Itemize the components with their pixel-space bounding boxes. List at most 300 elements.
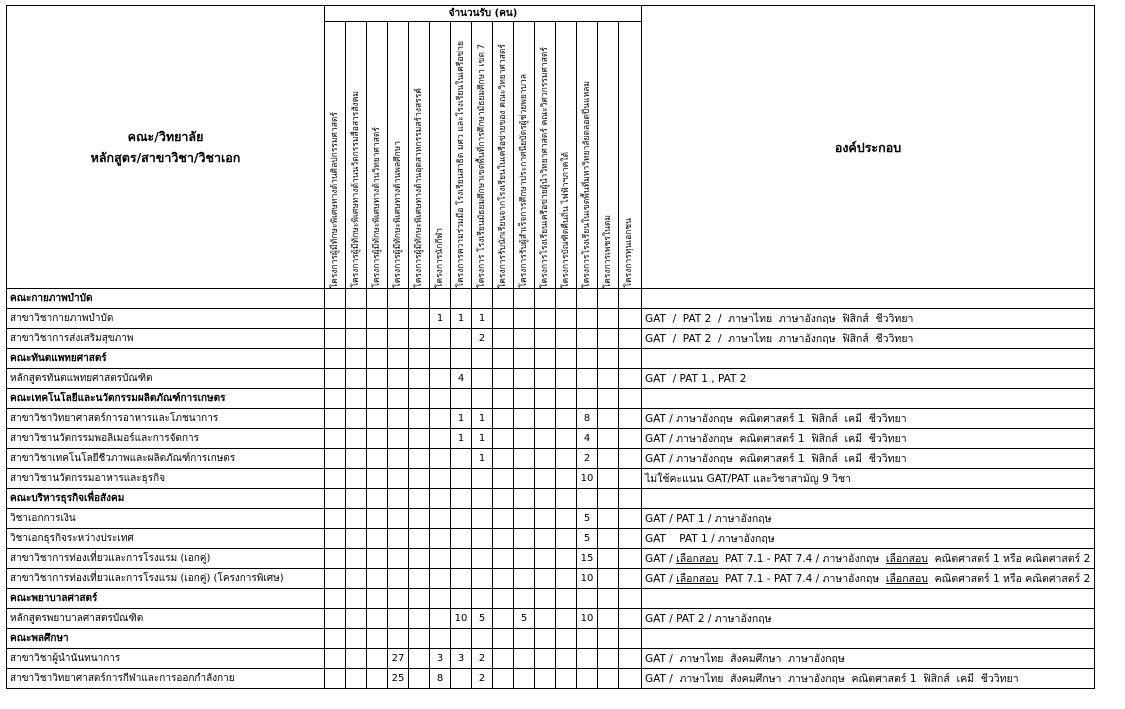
count-cell [430, 369, 451, 389]
count-cell [493, 569, 514, 589]
components-cell: GAT / PAT 1 / ภาษาอังกฤษ [642, 509, 1095, 529]
program-row [7, 529, 1095, 549]
count-cell: 15 [577, 549, 598, 569]
count-cell [388, 429, 409, 449]
count-cell [346, 389, 367, 409]
project-column-label: โครงการรับนักเรียนจากโรงเรียนในเครือข่ายของ คณะวิทยาศาสตร์ [498, 43, 508, 288]
components-cell: GAT / PAT 2 / ภาษาไทย ภาษาอังกฤษ ฟิสิกส์ ชีววิทยา [642, 329, 1095, 349]
count-cell [346, 409, 367, 429]
count-cell [577, 289, 598, 309]
count-cell [325, 549, 346, 569]
count-cell [556, 329, 577, 349]
count-cell [388, 469, 409, 489]
count-cell [535, 509, 556, 529]
count-cell [535, 469, 556, 489]
count-cell [409, 669, 430, 689]
count-cell [325, 349, 346, 369]
count-cell [619, 589, 642, 609]
count-cell [535, 609, 556, 629]
components-cell: ไม่ใช้คะแนน GAT/PAT และวิชาสามัญ 9 วิชา [642, 469, 1095, 489]
count-cell [619, 289, 642, 309]
count-cell [388, 309, 409, 329]
count-cell [535, 329, 556, 349]
count-cell [325, 289, 346, 309]
count-cell [325, 309, 346, 329]
count-cell [367, 349, 388, 369]
faculty-header-line1: คณะ/วิทยาลัย [127, 129, 204, 144]
count-cell [619, 669, 642, 689]
count-cell [577, 369, 598, 389]
admission-table [6, 5, 1095, 689]
count-cell: 10 [577, 469, 598, 489]
program-row [7, 329, 1095, 349]
count-cell [430, 389, 451, 409]
count-cell [493, 469, 514, 489]
count-cell [346, 349, 367, 369]
faculty-name: คณะพยาบาลศาสตร์ [7, 589, 325, 609]
count-cell [598, 569, 619, 589]
count-cell [535, 309, 556, 329]
count-cell [325, 329, 346, 349]
components-text: PAT 7.1 - PAT 7.4 / ภาษาอังกฤษ [718, 573, 886, 585]
count-cell [493, 529, 514, 549]
count-cell [472, 489, 493, 509]
count-cell [430, 329, 451, 349]
count-cell [409, 469, 430, 489]
count-cell [388, 409, 409, 429]
count-cell: 2 [577, 449, 598, 469]
count-cell [367, 329, 388, 349]
count-cell [346, 429, 367, 449]
program-row [7, 449, 1095, 469]
components-cell [642, 389, 1095, 409]
count-cell [325, 629, 346, 649]
count-cell [388, 349, 409, 369]
project-column-label: โครงการนักกีฬา [435, 227, 445, 288]
count-cell [346, 589, 367, 609]
count-cell [451, 669, 472, 689]
count-cell [367, 569, 388, 589]
components-cell [642, 489, 1095, 509]
count-cell: 5 [577, 529, 598, 549]
program-name: สาขาวิชาวิทยาศาสตร์การอาหารและโภชนาการ [7, 409, 325, 429]
faculty-row [7, 389, 1095, 409]
count-cell [451, 629, 472, 649]
count-cell [598, 289, 619, 309]
count-cell [409, 529, 430, 549]
count-cell [514, 369, 535, 389]
program-name: สาขาวิชากายภาพบำบัด [7, 309, 325, 329]
project-column-label: โครงการผู้มีทักษะพิเศษทางด้านอุตสาหกรรมสร้างสรรค์ [414, 88, 424, 288]
program-name: วิชาเอกการเงิน [7, 509, 325, 529]
count-cell [493, 449, 514, 469]
count-cell [556, 409, 577, 429]
count-cell [346, 629, 367, 649]
count-cell: 1 [472, 409, 493, 429]
count-cell [388, 549, 409, 569]
count-cell [514, 669, 535, 689]
elective-exam-label: เลือกสอบ [676, 553, 719, 565]
count-cell: 1 [472, 309, 493, 329]
program-name: สาขาวิชาการท่องเที่ยวและการโรงแรม (เอกคู่) (โครงการพิเศษ) [7, 569, 325, 589]
count-cell: 10 [577, 609, 598, 629]
components-cell: GAT / ภาษาอังกฤษ คณิตศาสตร์ 1 ฟิสิกส์ เคมี ชีววิทยา [642, 449, 1095, 469]
program-row [7, 569, 1095, 589]
count-cell [556, 429, 577, 449]
count-cell [598, 329, 619, 349]
count-cell [409, 349, 430, 369]
faculty-name: คณะทันตแพทยศาสตร์ [7, 349, 325, 369]
count-cell: 2 [472, 669, 493, 689]
count-cell [367, 669, 388, 689]
count-cell [367, 529, 388, 549]
count-cell [577, 489, 598, 509]
count-cell [325, 669, 346, 689]
components-cell: GAT / ภาษาอังกฤษ คณิตศาสตร์ 1 ฟิสิกส์ เคมี ชีววิทยา [642, 429, 1095, 449]
count-cell [556, 549, 577, 569]
count-cell [409, 409, 430, 429]
count-cell [451, 569, 472, 589]
count-cell [325, 609, 346, 629]
count-cell [430, 449, 451, 469]
count-cell [598, 409, 619, 429]
count-cell [556, 389, 577, 409]
count-cell [598, 369, 619, 389]
program-row [7, 429, 1095, 449]
count-cell: 1 [451, 409, 472, 429]
components-cell: GAT / ภาษาไทย สังคมศึกษา ภาษาอังกฤษ คณิตศาสตร์ 1 ฟิสิกส์ เคมี ชีววิทยา [642, 669, 1095, 689]
count-cell [325, 649, 346, 669]
count-cell [472, 289, 493, 309]
project-column-label: โครงการเพชรในตม [603, 214, 613, 288]
count-cell [535, 349, 556, 369]
count-cell [493, 369, 514, 389]
count-cell: 3 [451, 649, 472, 669]
count-cell [346, 569, 367, 589]
count-cell [493, 589, 514, 609]
count-cell [367, 589, 388, 609]
count-cell [325, 489, 346, 509]
count-cell [430, 289, 451, 309]
faculty-row [7, 489, 1095, 509]
program-name: สาขาวิชานวัตกรรมอาหารและธุรกิจ [7, 469, 325, 489]
count-cell [493, 349, 514, 369]
count-cell [346, 309, 367, 329]
faculty-row [7, 289, 1095, 309]
count-cell [346, 509, 367, 529]
project-column-header [430, 22, 451, 289]
count-cell [493, 609, 514, 629]
project-column-header [367, 22, 388, 289]
components-text: GAT / [645, 573, 677, 585]
count-cell [409, 589, 430, 609]
count-cell [388, 329, 409, 349]
count-cell [430, 429, 451, 449]
components-cell [642, 289, 1095, 309]
count-cell [472, 369, 493, 389]
count-cell [409, 329, 430, 349]
count-cell [388, 529, 409, 549]
faculty-name: คณะกายภาพบำบัด [7, 289, 325, 309]
count-cell [430, 589, 451, 609]
count-cell [388, 509, 409, 529]
count-cell [535, 589, 556, 609]
count-cell [619, 469, 642, 489]
program-row [7, 609, 1095, 629]
count-cell [409, 629, 430, 649]
count-cell [367, 289, 388, 309]
count-cell [493, 289, 514, 309]
count-cell [388, 489, 409, 509]
count-cell [346, 549, 367, 569]
count-cell [598, 629, 619, 649]
faculty-name: คณะบริหารธุรกิจเพื่อสังคม [7, 489, 325, 509]
components-cell [642, 629, 1095, 649]
count-cell [388, 369, 409, 389]
count-cell [598, 489, 619, 509]
count-cell [346, 329, 367, 349]
count-cell [451, 329, 472, 349]
count-cell [346, 669, 367, 689]
project-column-header [535, 22, 556, 289]
count-cell [451, 349, 472, 369]
count-cell [535, 549, 556, 569]
count-cell [472, 509, 493, 529]
count-cell [556, 449, 577, 469]
count-cell [388, 449, 409, 469]
count-cell [451, 509, 472, 529]
count-cell [493, 489, 514, 509]
count-cell [619, 309, 642, 329]
count-cell [556, 289, 577, 309]
count-cell [367, 609, 388, 629]
count-cell: 8 [577, 409, 598, 429]
program-row [7, 409, 1095, 429]
count-cell: 10 [451, 609, 472, 629]
count-cell [367, 549, 388, 569]
count-cell [472, 629, 493, 649]
count-cell [409, 289, 430, 309]
components-cell: GAT / PAT 2 / ภาษาไทย ภาษาอังกฤษ ฟิสิกส์ ชีววิทยา [642, 309, 1095, 329]
count-cell [430, 529, 451, 549]
count-cell [514, 509, 535, 529]
count-cell [472, 469, 493, 489]
program-name: สาขาวิชานวัตกรรมพอลิเมอร์และการจัดการ [7, 429, 325, 449]
components-text: PAT 7.1 - PAT 7.4 / ภาษาอังกฤษ [718, 553, 886, 565]
count-cell [556, 489, 577, 509]
count-cell [514, 569, 535, 589]
elective-exam-label: เลือกสอบ [885, 573, 928, 585]
count-cell: 5 [472, 609, 493, 629]
components-cell: GAT / PAT 2 / ภาษาอังกฤษ [642, 609, 1095, 629]
count-cell [535, 369, 556, 389]
count-cell [598, 509, 619, 529]
count-cell [514, 449, 535, 469]
project-column-label: โครงการ โรงเรียนมัธยมศึกษาเขตพื้นที่การศึกษามัธยมศึกษา เขต 7 [477, 44, 487, 288]
count-cell [367, 449, 388, 469]
program-row [7, 469, 1095, 489]
count-cell [577, 649, 598, 669]
components-cell [642, 349, 1095, 369]
count-cell [493, 669, 514, 689]
count-cell [619, 549, 642, 569]
count-cell [367, 369, 388, 389]
count-cell [556, 469, 577, 489]
components-cell [642, 569, 1095, 589]
count-cell [514, 349, 535, 369]
count-cell [598, 529, 619, 549]
count-cell: 1 [472, 449, 493, 469]
count-cell [514, 329, 535, 349]
count-cell [388, 389, 409, 409]
count-cell [325, 469, 346, 489]
project-column-header [472, 22, 493, 289]
count-cell [514, 309, 535, 329]
program-row [7, 549, 1095, 569]
count-cell [346, 609, 367, 629]
count-cell [451, 589, 472, 609]
count-cell [367, 509, 388, 529]
count-cell [409, 389, 430, 409]
project-column-label: โครงการรับผู้สำเร็จการศึกษาประกาศนียบัตรผู้ช่วยพยาบาล [519, 74, 529, 288]
count-cell [535, 289, 556, 309]
program-row [7, 669, 1095, 689]
faculty-program-header [7, 6, 325, 289]
program-row [7, 369, 1095, 389]
count-cell [325, 449, 346, 469]
admission-count-header: จำนวนรับ (คน) [325, 6, 642, 22]
count-cell [619, 449, 642, 469]
count-cell [577, 329, 598, 349]
count-cell [514, 489, 535, 509]
count-cell: 5 [577, 509, 598, 529]
count-cell [577, 629, 598, 649]
components-header: องค์ประกอบ [642, 6, 1095, 289]
count-cell [409, 609, 430, 629]
program-row [7, 649, 1095, 669]
count-cell [493, 309, 514, 329]
program-name: หลักสูตรทันตแพทยศาสตรบัณฑิต [7, 369, 325, 389]
count-cell [388, 569, 409, 589]
count-cell [619, 509, 642, 529]
count-cell [472, 589, 493, 609]
count-cell: 4 [451, 369, 472, 389]
count-cell [346, 489, 367, 509]
project-column-header [325, 22, 346, 289]
count-cell [451, 549, 472, 569]
project-column-label: โครงการโรงเรียนเครือข่ายผู้นำวิทยาศาสตร์ คณะวิศวกรรมศาสตร์ [540, 46, 550, 288]
count-cell: 3 [430, 649, 451, 669]
count-cell [514, 289, 535, 309]
count-cell [556, 589, 577, 609]
count-cell [493, 429, 514, 449]
count-cell [556, 629, 577, 649]
project-column-label: โครงการผู้มีทักษะพิเศษทางด้านพลศึกษา [393, 141, 403, 288]
components-cell: GAT / ภาษาอังกฤษ คณิตศาสตร์ 1 ฟิสิกส์ เคมี ชีววิทยา [642, 409, 1095, 429]
count-cell [619, 569, 642, 589]
count-cell: 1 [472, 429, 493, 449]
count-cell [556, 649, 577, 669]
count-cell [325, 589, 346, 609]
project-column-label: โครงการความร่วมมือ โรงเรียนสาธิต มศว และโรงเรียนในเครือข่าย [456, 41, 466, 288]
count-cell [598, 309, 619, 329]
count-cell [514, 549, 535, 569]
count-cell [472, 389, 493, 409]
count-cell [598, 649, 619, 669]
count-cell [325, 509, 346, 529]
project-column-label: โครงการผู้มีทักษะพิเศษทางด้านศิลปกรรมศาสตร์ [330, 111, 340, 288]
count-cell: 1 [430, 309, 451, 329]
count-cell [598, 669, 619, 689]
components-cell [642, 549, 1095, 569]
count-cell [325, 409, 346, 429]
count-cell [472, 529, 493, 549]
count-cell [346, 369, 367, 389]
program-name: สาขาวิชาผู้นำนันทนาการ [7, 649, 325, 669]
count-cell [556, 669, 577, 689]
count-cell [598, 449, 619, 469]
count-cell [430, 549, 451, 569]
count-cell [619, 429, 642, 449]
count-cell [409, 369, 430, 389]
count-cell [598, 429, 619, 449]
count-cell: 2 [472, 329, 493, 349]
count-cell [493, 509, 514, 529]
count-cell [535, 529, 556, 549]
count-cell [493, 629, 514, 649]
count-cell [493, 649, 514, 669]
count-cell [430, 509, 451, 529]
project-column-header [493, 22, 514, 289]
count-cell [346, 529, 367, 549]
program-row [7, 309, 1095, 329]
count-cell [598, 389, 619, 409]
count-cell [367, 629, 388, 649]
count-cell [430, 569, 451, 589]
count-cell [598, 349, 619, 369]
components-text: คณิตศาสตร์ 1 หรือ คณิตศาสตร์ 2 [927, 573, 1091, 585]
count-cell [325, 529, 346, 549]
components-cell [642, 589, 1095, 609]
components-cell: GAT PAT 1 / ภาษาอังกฤษ [642, 529, 1095, 549]
faculty-row [7, 589, 1095, 609]
count-cell [619, 649, 642, 669]
count-cell [472, 549, 493, 569]
count-cell [619, 409, 642, 429]
count-cell [493, 329, 514, 349]
count-cell [619, 629, 642, 649]
count-cell [388, 289, 409, 309]
count-cell [346, 289, 367, 309]
count-cell [346, 449, 367, 469]
count-cell [472, 349, 493, 369]
count-cell [325, 389, 346, 409]
count-cell [535, 649, 556, 669]
count-cell [556, 309, 577, 329]
count-cell [556, 569, 577, 589]
count-cell [409, 649, 430, 669]
faculty-name: คณะพลศึกษา [7, 629, 325, 649]
count-cell [556, 349, 577, 369]
count-cell [535, 449, 556, 469]
components-text: คณิตศาสตร์ 1 หรือ คณิตศาสตร์ 2 [927, 553, 1091, 565]
program-row [7, 509, 1095, 529]
elective-exam-label: เลือกสอบ [676, 573, 719, 585]
components-cell: GAT / PAT 1 , PAT 2 [642, 369, 1095, 389]
faculty-row [7, 629, 1095, 649]
count-cell [451, 389, 472, 409]
count-cell [388, 589, 409, 609]
